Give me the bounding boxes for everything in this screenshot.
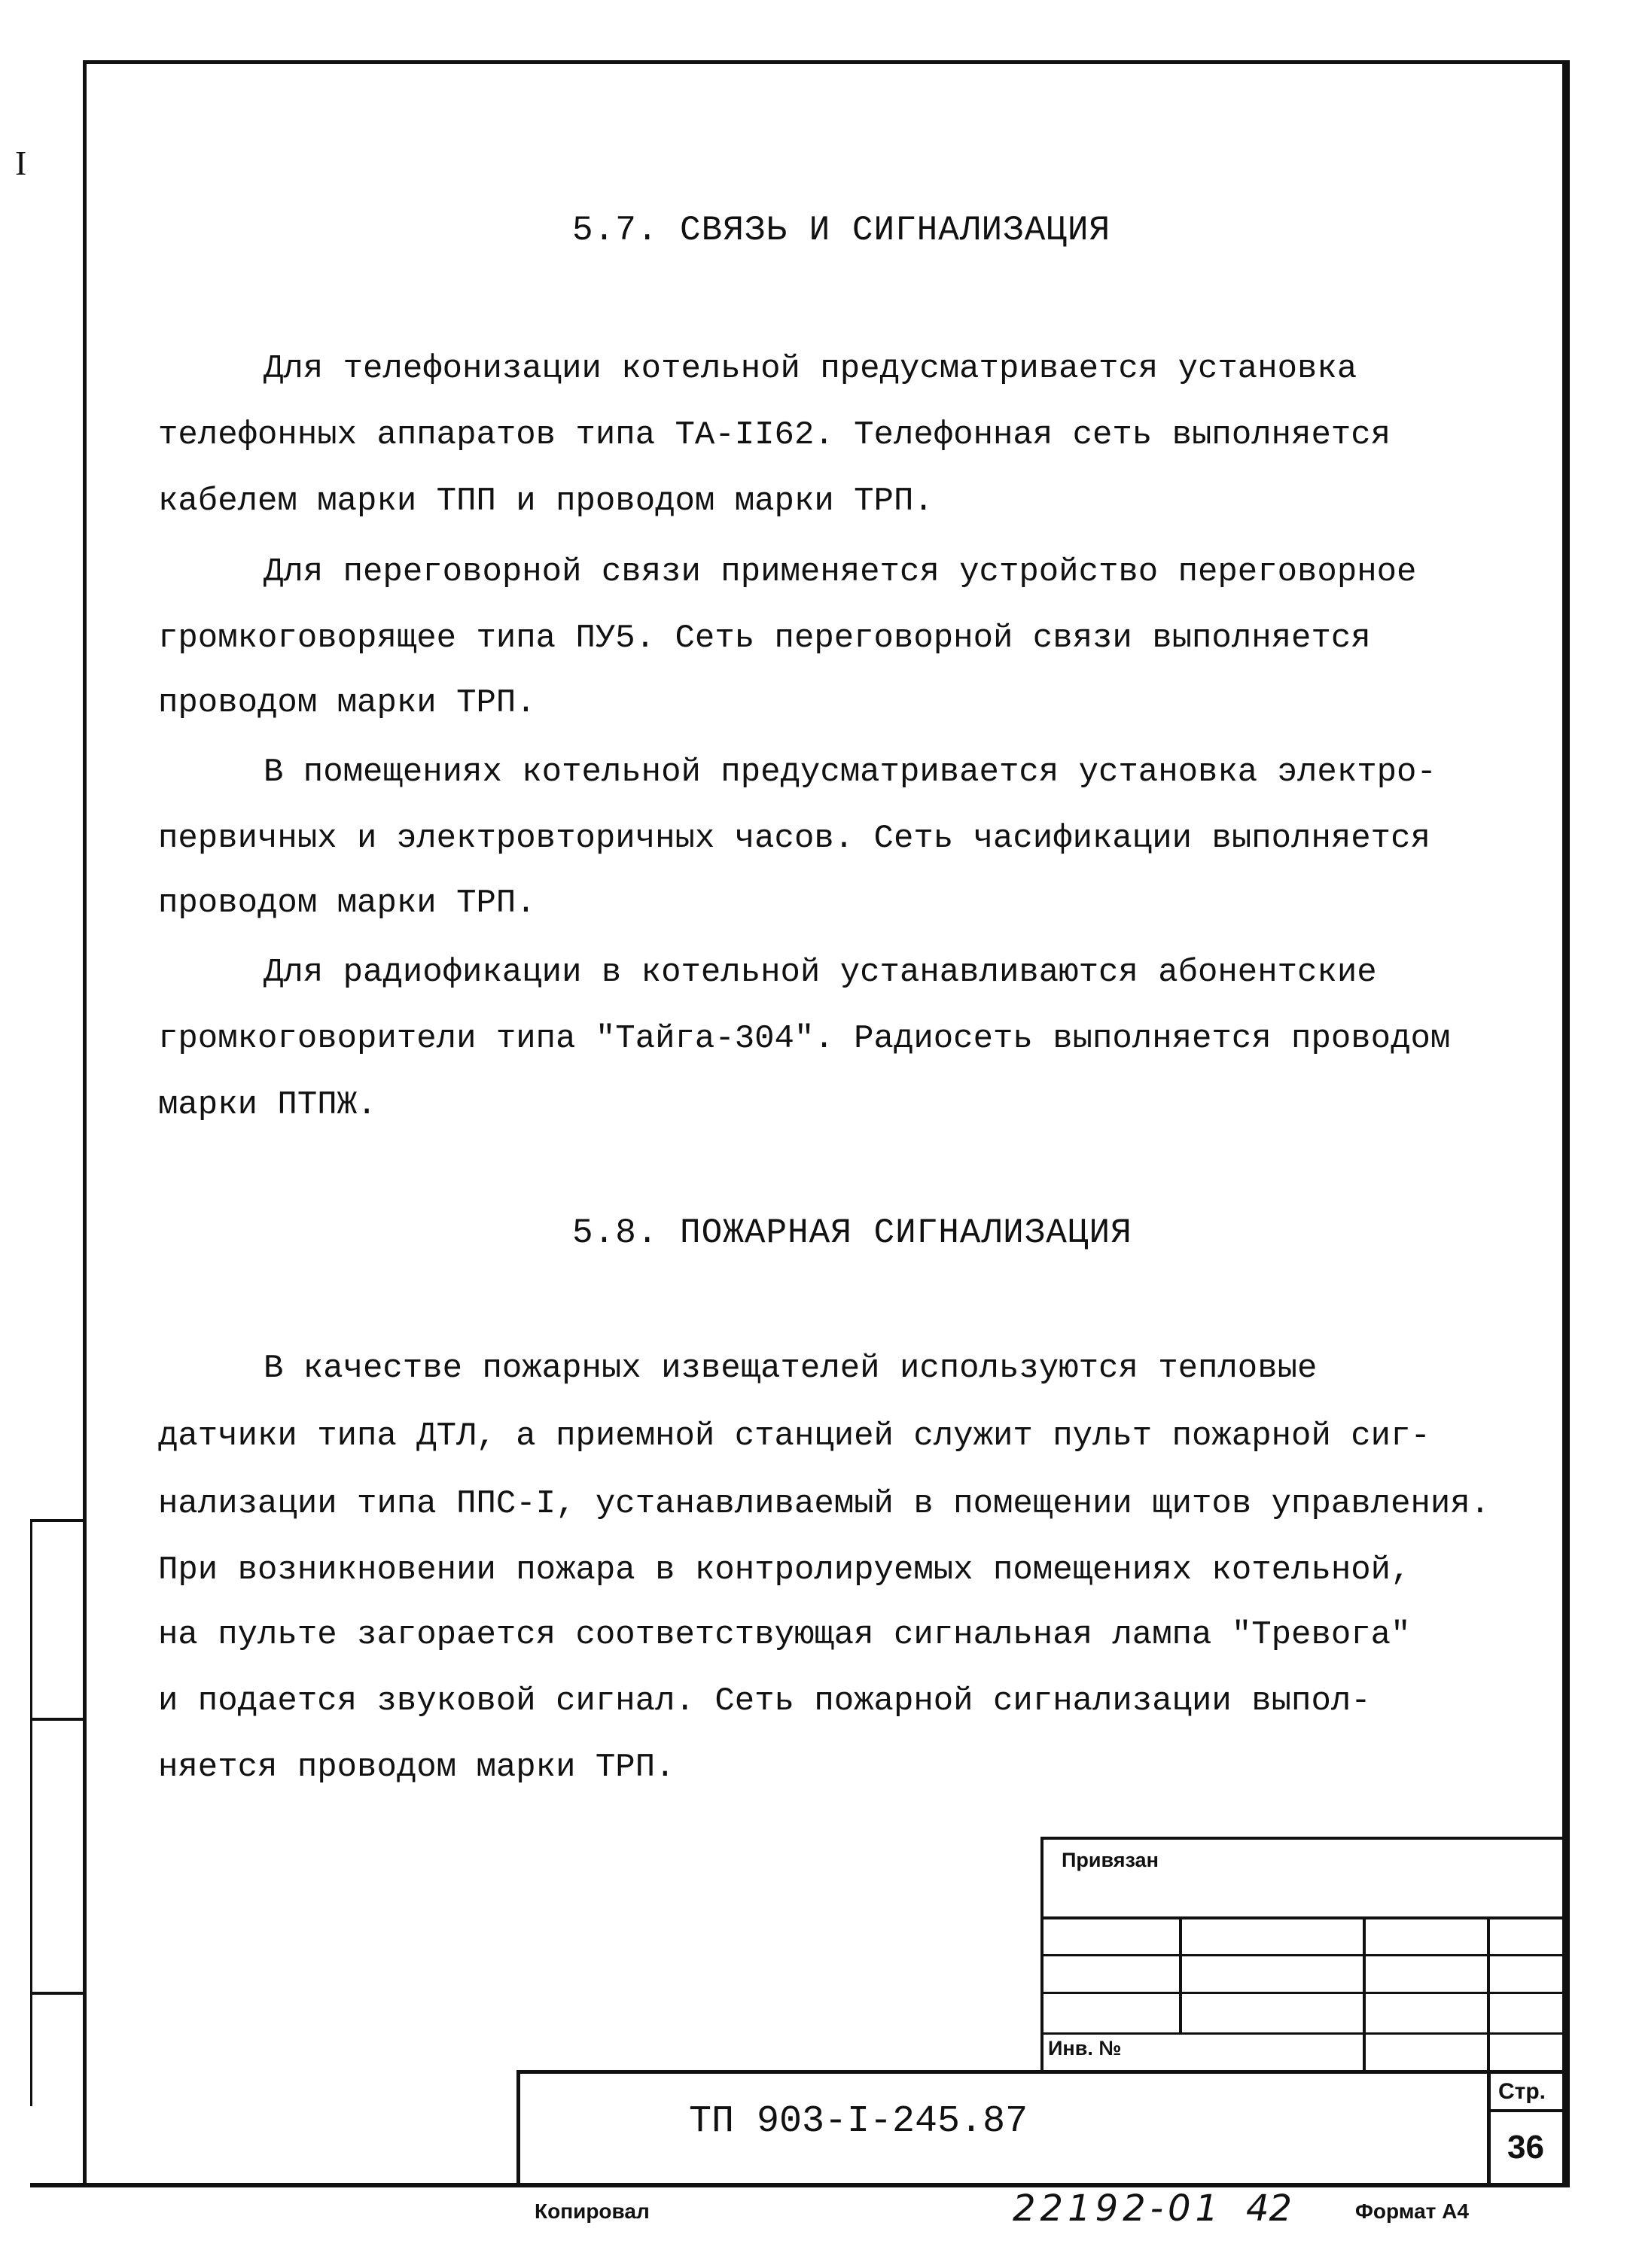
page-number: 36 <box>1507 2129 1544 2166</box>
paragraph-line: В качестве пожарных извещателей используются тепловые <box>264 1350 1318 1387</box>
order-number: 22192-01 <box>1013 2187 1223 2230</box>
paragraph-line: няется проводом марки ТРП. <box>158 1749 675 1786</box>
copied-label: Копировал <box>535 2200 650 2223</box>
section-57-heading: 5.7. СВЯЗЬ И СИГНАЛИЗАЦИЯ <box>572 211 1111 250</box>
paragraph-line: кабелем марки ТПП и проводом марки ТРП. <box>158 483 934 520</box>
paragraph-line: проводом марки ТРП. <box>158 684 536 722</box>
paragraph-line: громкоговорители типа "Тайга-304". Радиосеть выполняется проводом <box>158 1020 1451 1058</box>
paragraph-line: марки ПТПЖ. <box>158 1086 377 1124</box>
paragraph-line: В помещениях котельной предусматривается установка электро- <box>264 753 1437 791</box>
paragraph-line: Для радиофикации в котельной устанавливаются абонентские <box>264 954 1377 991</box>
paragraph-line: на пульте загорается соответствующая сигнальная лампа "Тревога" <box>158 1616 1411 1654</box>
paragraph-line: нализации типа ППС-I, устанавливаемый в помещении щитов управления. <box>158 1485 1491 1523</box>
inventory-number-label: Инв. № <box>1048 2037 1122 2059</box>
paragraph-line: телефонных аппаратов типа ТА-II62. Телефонная сеть выполняется <box>158 416 1391 454</box>
sheet-number: 42 <box>1246 2187 1293 2230</box>
paragraph-line: проводом марки ТРП. <box>158 884 536 922</box>
margin-mark: I <box>15 144 27 182</box>
paragraph-line: Для переговорной связи применяется устройство переговорное <box>264 553 1417 591</box>
paragraph-line: и подается звуковой сигнал. Сеть пожарной сигнализации выпол- <box>158 1682 1371 1720</box>
paragraph-line: громкоговорящее типа ПУ5. Сеть переговорной связи выполняется <box>158 620 1371 657</box>
paragraph-line: первичных и электровторичных часов. Сеть часификации выполняется <box>158 820 1430 857</box>
page-label: Стр. <box>1498 2079 1546 2104</box>
section-58-heading: 5.8. ПОЖАРНАЯ СИГНАЛИЗАЦИЯ <box>572 1213 1132 1253</box>
paragraph-line: Для телефонизации котельной предусматривается установка <box>264 350 1357 388</box>
paragraph-line: При возникновении пожара в контролируемых помещениях котельной, <box>158 1551 1411 1589</box>
document-code: ТП 903-I-245.87 <box>689 2100 1028 2143</box>
paragraph-line: датчики типа ДТЛ, а приемной станцией служит пульт пожарной сиг- <box>158 1417 1430 1455</box>
format-label: Формат А4 <box>1355 2200 1469 2223</box>
bound-label: Привязан <box>1062 1849 1159 1871</box>
